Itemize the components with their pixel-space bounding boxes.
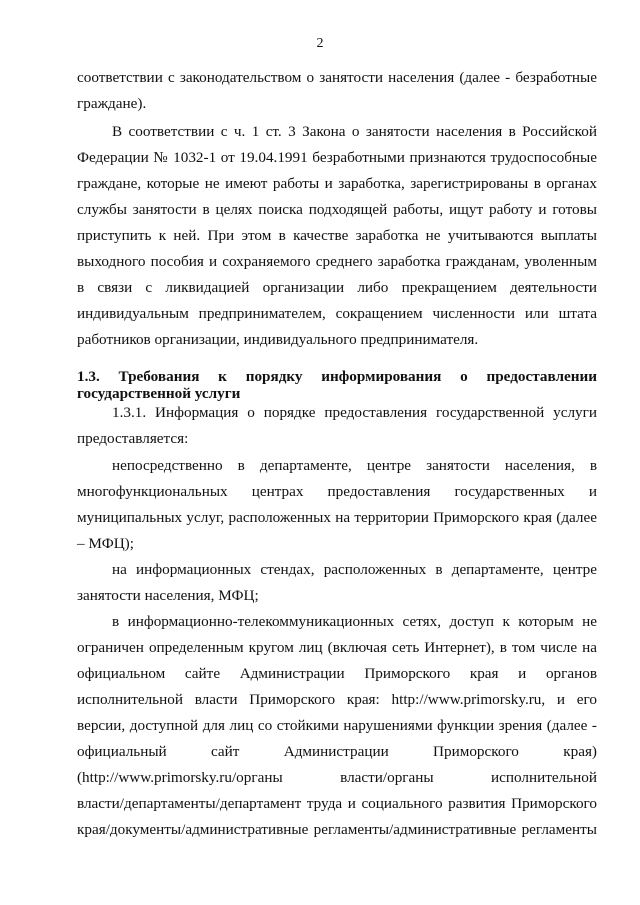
text-line: в связи с ликвидацией организации либо прекращением деятельности bbox=[77, 279, 597, 296]
text-line: Федерации № 1032-1 от 19.04.1991 безработными признаются трудоспособные bbox=[77, 149, 597, 166]
text-line: работников организации, индивидуального предпринимателя. bbox=[77, 331, 479, 348]
text-line: официальном сайте Администрации Приморского края и органов bbox=[77, 665, 597, 682]
text-line: многофункциональных центрах предоставления государственных и bbox=[77, 483, 597, 500]
text-line: предоставляется: bbox=[77, 430, 189, 447]
text-line: официальный сайт Администрации Приморского края) bbox=[77, 743, 597, 760]
text-line: 1.3.1. Информация о порядке предоставления государственной услуги bbox=[112, 404, 597, 421]
text-line: (http://www.primorsky.ru/органы власти/органы исполнительной bbox=[77, 769, 597, 786]
text-line: на информационных стендах, расположенных в департаменте, центре bbox=[112, 561, 597, 578]
text-line: граждане). bbox=[77, 95, 147, 112]
text-line: в информационно-телекоммуникационных сетях, доступ к которым не bbox=[112, 613, 597, 630]
text-line: исполнительной власти Приморского края: http://www.primorsky.ru, и его bbox=[77, 691, 597, 708]
section-heading: государственной услуги bbox=[77, 385, 241, 402]
text-line: выходного пособия и сохраняемого среднего заработка гражданам, уволенным bbox=[77, 253, 597, 270]
text-line: – МФЦ); bbox=[77, 535, 134, 552]
page-number: 2 bbox=[316, 36, 324, 51]
text-line: соответствии с законодательством о занятости населения (далее - безработные bbox=[77, 69, 597, 86]
text-line: ограничен определенным кругом лиц (включая сеть Интернет), в том числе на bbox=[77, 639, 597, 656]
text-line: муниципальных услуг, расположенных на территории Приморского края (далее bbox=[77, 509, 597, 526]
text-line: приступить к ней. При этом в качестве заработка не учитываются выплаты bbox=[77, 227, 597, 244]
section-heading: 1.3. Требования к порядку информирования о предоставлении bbox=[77, 368, 597, 385]
text-line: занятости населения, МФЦ; bbox=[77, 587, 259, 604]
text-line: версии, доступной для лиц со стойкими нарушениями функции зрения (далее - bbox=[77, 717, 597, 734]
text-line: В соответствии с ч. 1 ст. 3 Закона о занятости населения в Российской bbox=[112, 123, 597, 140]
text-line: края/документы/административные регламенты/административные регламенты bbox=[77, 821, 597, 838]
text-line: граждане, которые не имеют работы и заработка, зарегистрированы в органах bbox=[77, 175, 597, 192]
text-line: непосредственно в департаменте, центре занятости населения, в bbox=[112, 457, 597, 474]
text-line: службы занятости в целях поиска подходящей работы, ищут работу и готовы bbox=[77, 201, 597, 218]
text-line: индивидуальным предпринимателем, сокращением численности или штата bbox=[77, 305, 597, 322]
text-line: власти/департаменты/департамент труда и социального развития Приморского bbox=[77, 795, 597, 812]
